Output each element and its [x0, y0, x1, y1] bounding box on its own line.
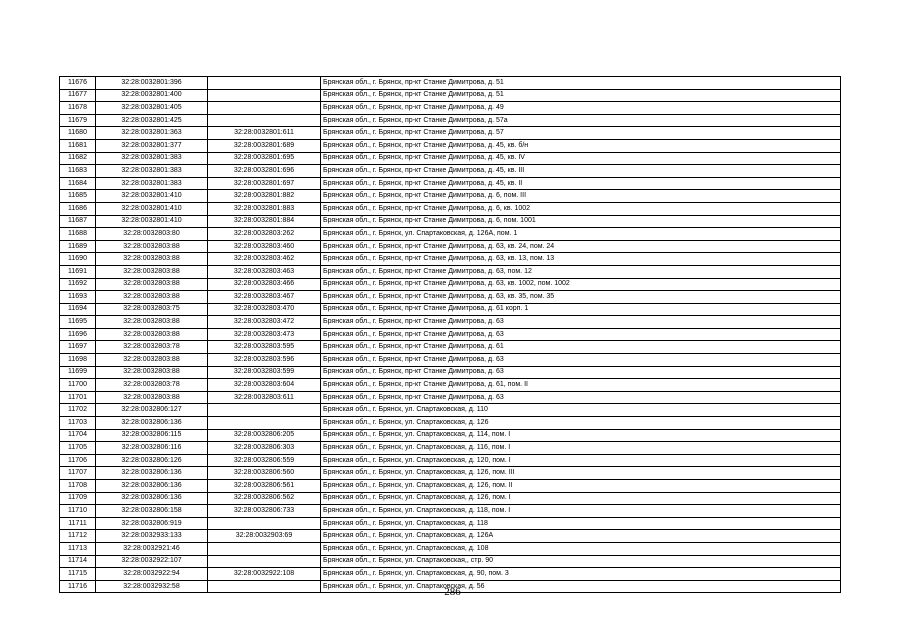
object-address: Брянская обл., г. Брянск, пр-кт Станке Димитрова, д. 63	[321, 354, 841, 367]
object-address: Брянская обл., г. Брянск, ул. Спартаковская, д. 114, пом. I	[321, 429, 841, 442]
object-cadastral-number: 32:28:0032801:696	[208, 165, 321, 178]
object-address: Брянская обл., г. Брянск, пр-кт Станке Димитрова, д. 57а	[321, 114, 841, 127]
parcel-cadastral-number: 32:28:0032803:78	[96, 379, 208, 392]
row-number: 11691	[60, 265, 96, 278]
object-address: Брянская обл., г. Брянск, ул. Спартаковская, д. 126, пом. I	[321, 492, 841, 505]
table-row	[60, 379, 841, 392]
row-number: 11708	[60, 480, 96, 493]
registry-table	[59, 76, 841, 593]
object-address: Брянская обл., г. Брянск, пр-кт Станке Димитрова, д. 63	[321, 366, 841, 379]
table-row	[60, 77, 841, 90]
row-number: 11697	[60, 341, 96, 354]
object-cadastral-number	[208, 517, 321, 530]
row-number: 11715	[60, 568, 96, 581]
row-number: 11680	[60, 127, 96, 140]
object-cadastral-number: 32:28:0032801:611	[208, 127, 321, 140]
object-address: Брянская обл., г. Брянск, ул. Спартаковская, д. 116, пом. I	[321, 442, 841, 455]
table-row	[60, 202, 841, 215]
object-cadastral-number: 32:28:0032803:472	[208, 316, 321, 329]
parcel-cadastral-number: 32:28:0032803:78	[96, 341, 208, 354]
parcel-cadastral-number: 32:28:0032921:46	[96, 542, 208, 555]
table-row	[60, 328, 841, 341]
object-cadastral-number: 32:28:0032922:108	[208, 568, 321, 581]
object-address: Брянская обл., г. Брянск, пр-кт Станке Димитрова, д. 6, пом. III	[321, 190, 841, 203]
parcel-cadastral-number: 32:28:0032801:383	[96, 177, 208, 190]
table-row	[60, 190, 841, 203]
object-address: Брянская обл., г. Брянск, пр-кт Станке Димитрова, д. 6, кв. 1002	[321, 202, 841, 215]
parcel-cadastral-number: 32:28:0032803:88	[96, 328, 208, 341]
object-address: Брянская обл., г. Брянск, пр-кт Станке Димитрова, д. 63, кв. 35, пом. 35	[321, 291, 841, 304]
object-cadastral-number: 32:28:0032801:882	[208, 190, 321, 203]
parcel-cadastral-number: 32:28:0032922:94	[96, 568, 208, 581]
table-row	[60, 429, 841, 442]
object-cadastral-number	[208, 114, 321, 127]
row-number: 11699	[60, 366, 96, 379]
object-cadastral-number: 32:28:0032803:463	[208, 265, 321, 278]
parcel-cadastral-number: 32:28:0032806:136	[96, 492, 208, 505]
table-row	[60, 417, 841, 430]
object-address: Брянская обл., г. Брянск, ул. Спартаковская, д. 56	[321, 580, 841, 593]
object-address: Брянская обл., г. Брянск, пр-кт Станке Димитрова, д. 63, пом. 12	[321, 265, 841, 278]
parcel-cadastral-number: 32:28:0032806:115	[96, 429, 208, 442]
object-address: Брянская обл., г. Брянск, ул. Спартаковская, д. 110	[321, 404, 841, 417]
table-row	[60, 341, 841, 354]
parcel-cadastral-number: 32:28:0032803:88	[96, 354, 208, 367]
row-number: 11689	[60, 240, 96, 253]
parcel-cadastral-number: 32:28:0032803:75	[96, 303, 208, 316]
row-number: 11690	[60, 253, 96, 266]
parcel-cadastral-number: 32:28:0032803:88	[96, 265, 208, 278]
parcel-cadastral-number: 32:28:0032803:88	[96, 391, 208, 404]
parcel-cadastral-number: 32:28:0032806:116	[96, 442, 208, 455]
table-row	[60, 480, 841, 493]
object-address: Брянская обл., г. Брянск, пр-кт Станке Димитрова, д. 61	[321, 341, 841, 354]
object-address: Брянская обл., г. Брянск, ул. Спартаковская, д. 108	[321, 542, 841, 555]
parcel-cadastral-number: 32:28:0032801:383	[96, 165, 208, 178]
object-cadastral-number: 32:28:0032803:595	[208, 341, 321, 354]
object-address: Брянская обл., г. Брянск, ул. Спартаковская, д. 90, пом. 3	[321, 568, 841, 581]
table-row	[60, 467, 841, 480]
object-cadastral-number: 32:28:0032903:69	[208, 530, 321, 543]
parcel-cadastral-number: 32:28:0032806:126	[96, 454, 208, 467]
parcel-cadastral-number: 32:28:0032806:136	[96, 417, 208, 430]
object-address: Брянская обл., г. Брянск, пр-кт Станке Димитрова, д. 49	[321, 102, 841, 115]
object-cadastral-number: 32:28:0032803:599	[208, 366, 321, 379]
object-cadastral-number	[208, 417, 321, 430]
row-number: 11711	[60, 517, 96, 530]
parcel-cadastral-number: 32:28:0032801:410	[96, 190, 208, 203]
parcel-cadastral-number: 32:28:0032922:107	[96, 555, 208, 568]
parcel-cadastral-number: 32:28:0032806:158	[96, 505, 208, 518]
row-number: 11686	[60, 202, 96, 215]
row-number: 11704	[60, 429, 96, 442]
object-address: Брянская обл., г. Брянск, пр-кт Станке Димитрова, д. 63	[321, 328, 841, 341]
row-number: 11684	[60, 177, 96, 190]
object-cadastral-number	[208, 555, 321, 568]
object-cadastral-number: 32:28:0032803:611	[208, 391, 321, 404]
parcel-cadastral-number: 32:28:0032801:410	[96, 202, 208, 215]
object-cadastral-number: 32:28:0032801:697	[208, 177, 321, 190]
object-address: Брянская обл., г. Брянск, пр-кт Станке Димитрова, д. 63	[321, 316, 841, 329]
parcel-cadastral-number: 32:28:0032932:58	[96, 580, 208, 593]
object-cadastral-number: 32:28:0032801:884	[208, 215, 321, 228]
row-number: 11685	[60, 190, 96, 203]
parcel-cadastral-number: 32:28:0032803:88	[96, 291, 208, 304]
row-number: 11683	[60, 165, 96, 178]
parcel-cadastral-number: 32:28:0032801:410	[96, 215, 208, 228]
row-number: 11705	[60, 442, 96, 455]
object-cadastral-number: 32:28:0032803:467	[208, 291, 321, 304]
object-cadastral-number: 32:28:0032806:561	[208, 480, 321, 493]
table-row	[60, 114, 841, 127]
parcel-cadastral-number: 32:28:0032801:400	[96, 89, 208, 102]
object-address: Брянская обл., г. Брянск, пр-кт Станке Димитрова, д. 51	[321, 89, 841, 102]
parcel-cadastral-number: 32:28:0032806:127	[96, 404, 208, 417]
object-address: Брянская обл., г. Брянск, ул. Спартаковская, д. 126, пом. III	[321, 467, 841, 480]
row-number: 11702	[60, 404, 96, 417]
object-cadastral-number	[208, 404, 321, 417]
table-row	[60, 265, 841, 278]
parcel-cadastral-number: 32:28:0032933:133	[96, 530, 208, 543]
row-number: 11676	[60, 77, 96, 90]
parcel-cadastral-number: 32:28:0032801:405	[96, 102, 208, 115]
row-number: 11713	[60, 542, 96, 555]
table-row	[60, 530, 841, 543]
object-address: Брянская обл., г. Брянск, ул. Спартаковская, д. 126, пом. II	[321, 480, 841, 493]
table-row	[60, 165, 841, 178]
row-number: 11709	[60, 492, 96, 505]
table-row	[60, 228, 841, 241]
table-row	[60, 366, 841, 379]
table-row	[60, 177, 841, 190]
parcel-cadastral-number: 32:28:0032803:88	[96, 316, 208, 329]
row-number: 11706	[60, 454, 96, 467]
object-cadastral-number	[208, 77, 321, 90]
table-row	[60, 354, 841, 367]
object-address: Брянская обл., г. Брянск, ул. Спартаковская, д. 120, пом. I	[321, 454, 841, 467]
object-cadastral-number: 32:28:0032806:205	[208, 429, 321, 442]
parcel-cadastral-number: 32:28:0032801:377	[96, 139, 208, 152]
table-row	[60, 555, 841, 568]
table-row	[60, 505, 841, 518]
parcel-cadastral-number: 32:28:0032801:383	[96, 152, 208, 165]
parcel-cadastral-number: 32:28:0032806:919	[96, 517, 208, 530]
object-cadastral-number: 32:28:0032806:559	[208, 454, 321, 467]
object-address: Брянская обл., г. Брянск, ул. Спартаковская, д. 126	[321, 417, 841, 430]
page-number: 286	[444, 586, 461, 598]
object-cadastral-number	[208, 542, 321, 555]
table-row	[60, 316, 841, 329]
object-cadastral-number: 32:28:0032801:695	[208, 152, 321, 165]
table-row	[60, 404, 841, 417]
row-number: 11682	[60, 152, 96, 165]
object-address: Брянская обл., г. Брянск, пр-кт Станке Димитрова, д. 45, кв. III	[321, 165, 841, 178]
table-row	[60, 253, 841, 266]
object-cadastral-number: 32:28:0032801:883	[208, 202, 321, 215]
row-number: 11681	[60, 139, 96, 152]
table-row	[60, 102, 841, 115]
object-address: Брянская обл., г. Брянск, ул. Спартаковская,, стр. 90	[321, 555, 841, 568]
parcel-cadastral-number: 32:28:0032803:88	[96, 253, 208, 266]
row-number: 11707	[60, 467, 96, 480]
table-row	[60, 240, 841, 253]
row-number: 11678	[60, 102, 96, 115]
object-cadastral-number: 32:28:0032806:562	[208, 492, 321, 505]
parcel-cadastral-number: 32:28:0032803:88	[96, 366, 208, 379]
object-cadastral-number: 32:28:0032806:303	[208, 442, 321, 455]
object-cadastral-number: 32:28:0032803:466	[208, 278, 321, 291]
object-cadastral-number: 32:28:0032803:596	[208, 354, 321, 367]
object-address: Брянская обл., г. Брянск, пр-кт Станке Димитрова, д. 6, пом. 1001	[321, 215, 841, 228]
table-row	[60, 517, 841, 530]
row-number: 11714	[60, 555, 96, 568]
table-row	[60, 215, 841, 228]
parcel-cadastral-number: 32:28:0032803:80	[96, 228, 208, 241]
row-number: 11694	[60, 303, 96, 316]
row-number: 11695	[60, 316, 96, 329]
object-cadastral-number	[208, 102, 321, 115]
object-address: Брянская обл., г. Брянск, пр-кт Станке Димитрова, д. 45, кв. IV	[321, 152, 841, 165]
object-cadastral-number: 32:28:0032803:604	[208, 379, 321, 392]
table-row	[60, 278, 841, 291]
row-number: 11677	[60, 89, 96, 102]
object-cadastral-number: 32:28:0032806:733	[208, 505, 321, 518]
table-row	[60, 391, 841, 404]
object-address: Брянская обл., г. Брянск, ул. Спартаковская, д. 126А	[321, 530, 841, 543]
parcel-cadastral-number: 32:28:0032801:363	[96, 127, 208, 140]
object-cadastral-number: 32:28:0032806:560	[208, 467, 321, 480]
row-number: 11716	[60, 580, 96, 593]
table-row	[60, 454, 841, 467]
row-number: 11692	[60, 278, 96, 291]
table-row	[60, 568, 841, 581]
object-address: Брянская обл., г. Брянск, пр-кт Станке Димитрова, д. 45, кв. II	[321, 177, 841, 190]
object-cadastral-number	[208, 89, 321, 102]
object-cadastral-number: 32:28:0032801:689	[208, 139, 321, 152]
object-address: Брянская обл., г. Брянск, пр-кт Станке Димитрова, д. 63, кв. 1002, пом. 1002	[321, 278, 841, 291]
object-address: Брянская обл., г. Брянск, пр-кт Станке Димитрова, д. 61, пом. II	[321, 379, 841, 392]
table-row	[60, 291, 841, 304]
parcel-cadastral-number: 32:28:0032801:396	[96, 77, 208, 90]
table-row	[60, 89, 841, 102]
row-number: 11701	[60, 391, 96, 404]
row-number: 11698	[60, 354, 96, 367]
object-cadastral-number: 32:28:0032803:460	[208, 240, 321, 253]
object-address: Брянская обл., г. Брянск, пр-кт Станке Димитрова, д. 45, кв. б/н	[321, 139, 841, 152]
object-address: Брянская обл., г. Брянск, пр-кт Станке Димитрова, д. 63, кв. 24, пом. 24	[321, 240, 841, 253]
object-address: Брянская обл., г. Брянск, пр-кт Станке Димитрова, д. 51	[321, 77, 841, 90]
row-number: 11693	[60, 291, 96, 304]
table-row	[60, 139, 841, 152]
object-address: Брянская обл., г. Брянск, ул. Спартаковская, д. 118	[321, 517, 841, 530]
table-row	[60, 492, 841, 505]
row-number: 11688	[60, 228, 96, 241]
row-number: 11712	[60, 530, 96, 543]
row-number: 11679	[60, 114, 96, 127]
object-address: Брянская обл., г. Брянск, пр-кт Станке Димитрова, д. 57	[321, 127, 841, 140]
parcel-cadastral-number: 32:28:0032806:136	[96, 467, 208, 480]
object-cadastral-number: 32:28:0032803:262	[208, 228, 321, 241]
table-row	[60, 127, 841, 140]
parcel-cadastral-number: 32:28:0032803:88	[96, 240, 208, 253]
object-address: Брянская обл., г. Брянск, пр-кт Станке Димитрова, д. 61 корп. 1	[321, 303, 841, 316]
object-address: Брянская обл., г. Брянск, пр-кт Станке Димитрова, д. 63	[321, 391, 841, 404]
parcel-cadastral-number: 32:28:0032801:425	[96, 114, 208, 127]
row-number: 11696	[60, 328, 96, 341]
row-number: 11700	[60, 379, 96, 392]
row-number: 11710	[60, 505, 96, 518]
parcel-cadastral-number: 32:28:0032803:88	[96, 278, 208, 291]
table-row	[60, 442, 841, 455]
object-address: Брянская обл., г. Брянск, ул. Спартаковская, д. 126А, пом. 1	[321, 228, 841, 241]
parcel-cadastral-number: 32:28:0032806:136	[96, 480, 208, 493]
row-number: 11703	[60, 417, 96, 430]
object-address: Брянская обл., г. Брянск, пр-кт Станке Димитрова, д. 63, кв. 13, пом. 13	[321, 253, 841, 266]
table-row	[60, 152, 841, 165]
object-address: Брянская обл., г. Брянск, ул. Спартаковская, д. 118, пом. I	[321, 505, 841, 518]
row-number: 11687	[60, 215, 96, 228]
object-cadastral-number: 32:28:0032803:470	[208, 303, 321, 316]
table-row	[60, 303, 841, 316]
registry-table-body	[60, 77, 841, 593]
object-cadastral-number: 32:28:0032803:462	[208, 253, 321, 266]
object-cadastral-number: 32:28:0032803:473	[208, 328, 321, 341]
table-row	[60, 542, 841, 555]
